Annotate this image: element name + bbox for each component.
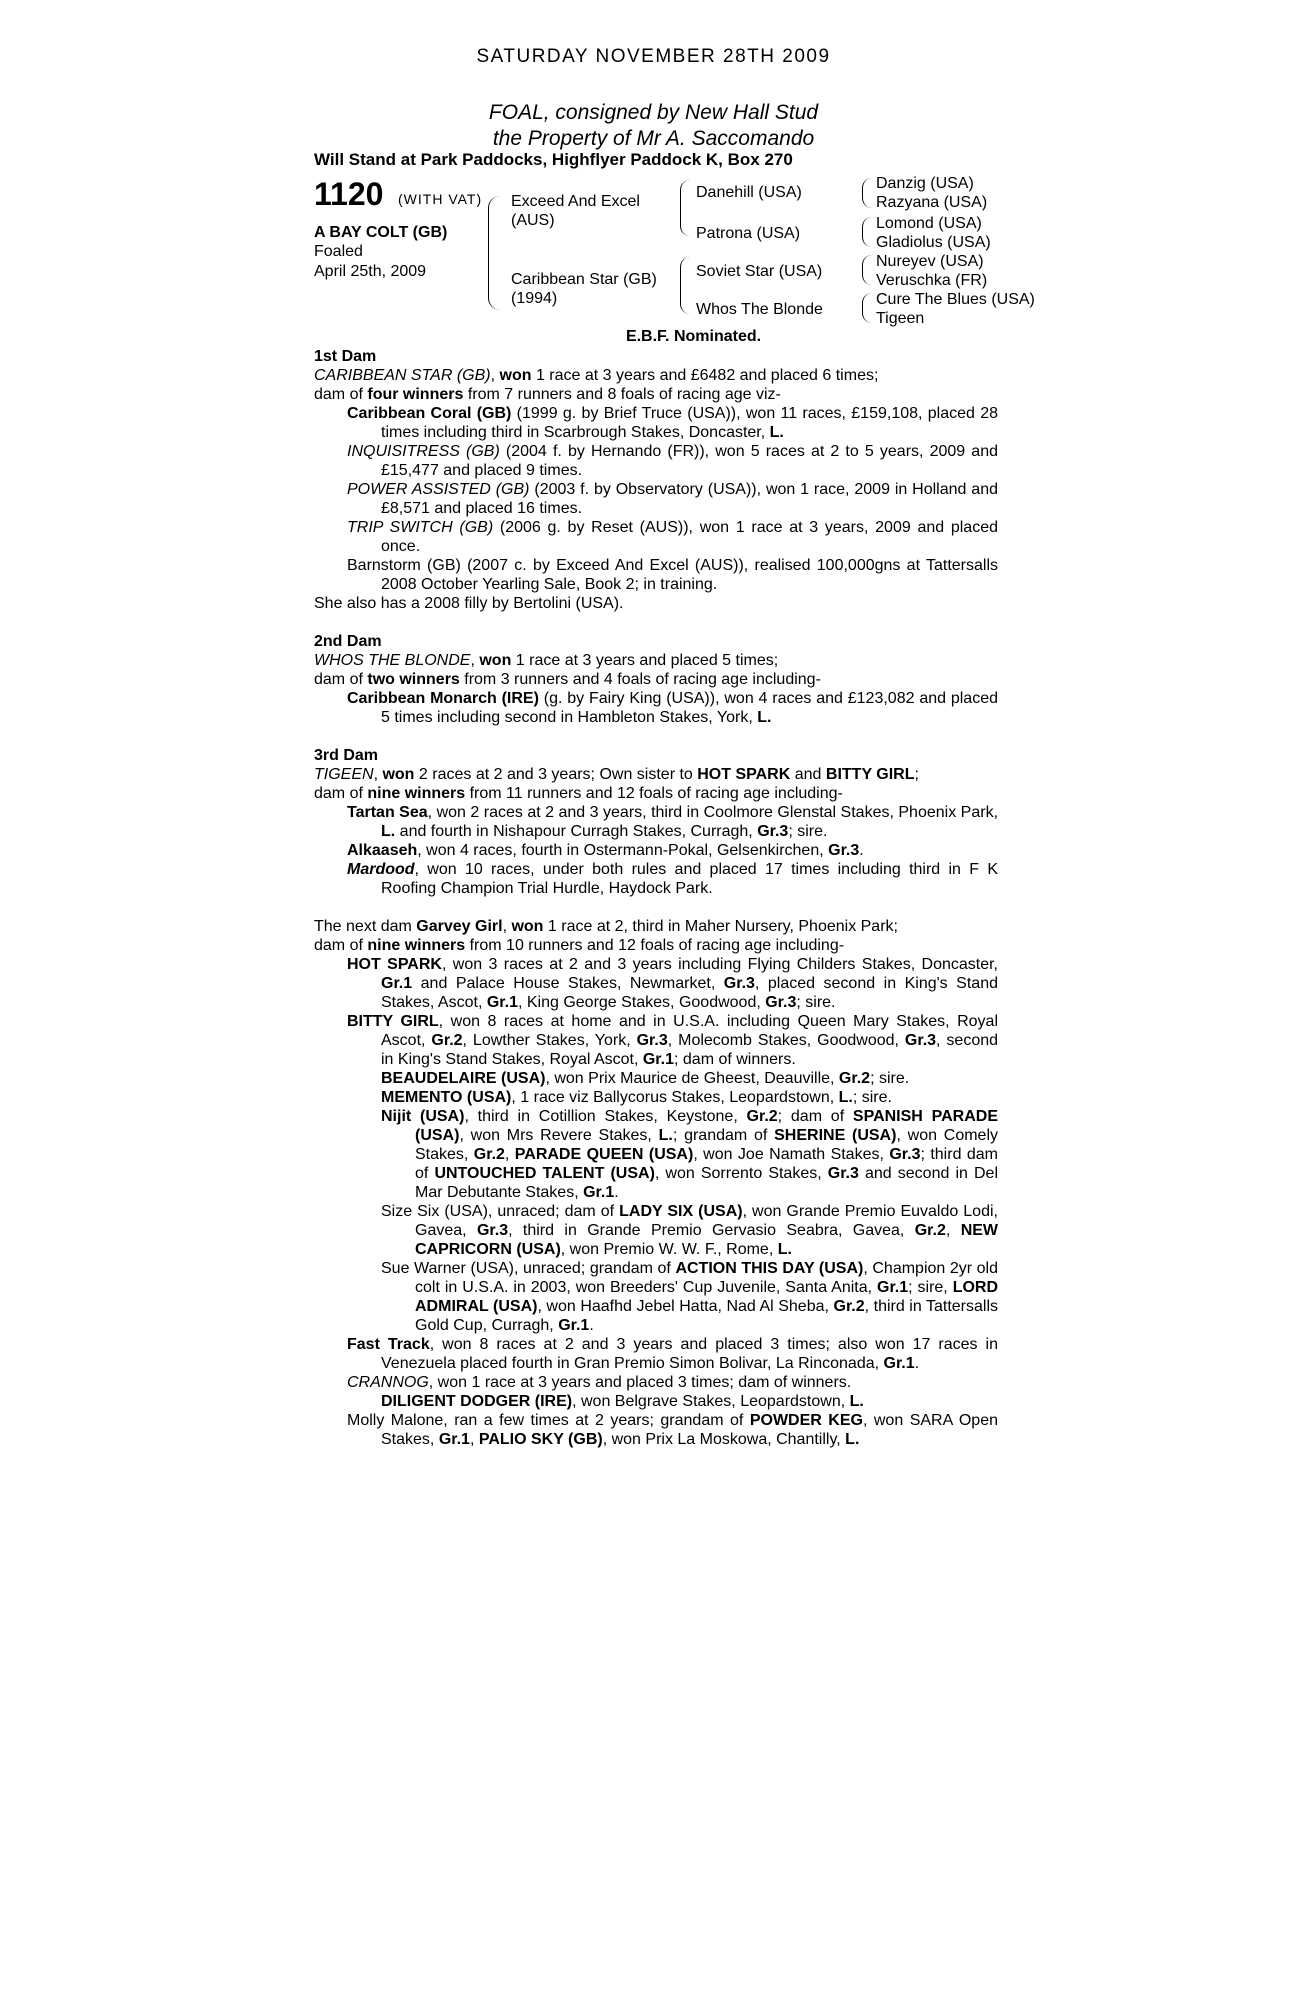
dam-produce-summary: dam of nine winners from 11 runners and 12 foals of racing age including-: [314, 785, 843, 802]
stand-location: Will Stand at Park Paddocks, Highflyer Paddock K, Box 270: [314, 150, 793, 169]
pedigree-bracket-sd: [862, 217, 873, 247]
produce-entry: Molly Malone, ran a few times at 2 years; grandam of POWDER KEG, won SARA Open Stakes, Gr.1, PALIO SKY (GB), won Prix La Moskowa, Chantilly, L.: [347, 1412, 998, 1448]
pedigree-sd: Patrona (USA): [696, 225, 801, 242]
ebf-note: E.B.F. Nominated.: [625, 328, 762, 345]
produce-entry: POWER ASSISTED (GB) (2003 f. by Observatory (USA)), won 1 race, 2009 in Holland and £8,571 and placed 16 times.: [347, 481, 999, 517]
dam-produce-summary: dam of two winners from 3 runners and 4 foals of racing age including-: [314, 671, 821, 688]
consignor-block: [0, 100, 1307, 152]
section-2nd-dam: 2nd Dam: [314, 633, 382, 650]
pedigree-ssd: Razyana (USA): [876, 194, 988, 211]
section-3rd-dam: 3rd Dam: [314, 747, 379, 764]
produce-entry: DILIGENT DODGER (IRE), won Belgrave Stakes, Leopardstown, L.: [381, 1393, 864, 1410]
produce-entry: MEMENTO (USA), 1 race viz Ballycorus Stakes, Leopardstown, L.; sire.: [381, 1089, 892, 1106]
section-1st-dam: 1st Dam: [314, 348, 377, 365]
produce-entry: Fast Track, won 8 races at 2 and 3 years and placed 3 times; also won 17 races in Venezuela placed fourth in Gran Premio Simon Bolivar, La Rinconada, Gr.1.: [347, 1336, 999, 1372]
sire-country: (AUS): [511, 212, 555, 229]
lot-number: 1120: [314, 176, 384, 212]
produce-note: She also has a 2008 filly by Bertolini (USA).: [314, 595, 624, 612]
produce-entry: Tartan Sea, won 2 races at 2 and 3 years, third in Coolmore Glenstal Stakes, Phoenix Park, L. and fourth in Nishapour Curragh Stakes, Curragh, Gr.3; sire.: [347, 804, 999, 840]
dam-produce-summary: dam of four winners from 7 runners and 8 foals of racing age viz-: [314, 386, 781, 403]
produce-entry: BITTY GIRL, won 8 races at home and in U.S.A. including Queen Mary Stakes, Royal Ascot, Gr.2, Lowther Stakes, York, Gr.3, Molecomb Stakes, Goodwood, Gr.3, second in King's Stand Stakes, Royal Ascot, Gr.1; dam of winners.: [347, 1013, 999, 1068]
next-dam-summary: The next dam Garvey Girl, won 1 race at 2, third in Maher Nursery, Phoenix Park;: [314, 918, 898, 935]
dam-summary: CARIBBEAN STAR (GB), won 1 race at 3 years and £6482 and placed 6 times;: [314, 367, 879, 384]
pedigree-sdd: Gladiolus (USA): [876, 234, 991, 251]
pedigree-bracket-sire: [680, 180, 691, 236]
produce-entry: HOT SPARK, won 3 races at 2 and 3 years including Flying Childers Stakes, Doncaster, Gr.1 and Palace House Stakes, Newmarket, Gr.3, placed second in King's Stand Stakes, Ascot, Gr.1, King George Stakes, Goodwood, Gr.3; sire.: [347, 956, 998, 1011]
pedigree-bracket-ds: [862, 255, 873, 285]
property-line: the Property of Mr A. Saccomando: [492, 127, 815, 150]
vat-note: (WITH VAT): [398, 191, 483, 207]
consignor-line: FOAL, consigned by New Hall Stud: [488, 101, 819, 124]
pedigree-dss: Nureyev (USA): [876, 253, 984, 270]
pedigree-ss: Danehill (USA): [696, 184, 802, 201]
produce-entry: Mardood, won 10 races, under both rules and placed 17 times including third in F K Roofing Champion Trial Hurdle, Haydock Park.: [347, 861, 998, 897]
produce-entry: CRANNOG, won 1 race at 3 years and placed 3 times; dam of winners.: [347, 1374, 852, 1391]
produce-entry: Size Six (USA), unraced; dam of LADY SIX (USA), won Grande Premio Euvaldo Lodi, Gavea, Gr.3, third in Grande Premio Gervasio Seabra, Gavea, Gr.2, NEW CAPRICORN (USA), won Premio W. W. F., Rome, L.: [381, 1203, 999, 1258]
produce-entry: Sue Warner (USA), unraced; grandam of ACTION THIS DAY (USA), Champion 2yr old colt in U.S.A. in 2003, won Breeders' Cup Juvenile, Santa Anita, Gr.1; sire, LORD ADMIRAL (USA), won Haafhd Jebel Hatta, Nad Al Sheba, Gr.2, third in Tattersalls Gold Cup, Curragh, Gr.1.: [381, 1260, 999, 1334]
pedigree-dsd: Veruschka (FR): [876, 272, 988, 289]
pedigree-dam: [511, 270, 657, 308]
produce-entry: BEAUDELAIRE (USA), won Prix Maurice de Gheest, Deauville, Gr.2; sire.: [381, 1070, 910, 1087]
produce-entry: Nijit (USA), third in Cotillion Stakes, Keystone, Gr.2; dam of SPANISH PARADE (USA), won Mrs Revere Stakes, L.; grandam of SHERINE (USA), won Comely Stakes, Gr.2, PARADE QUEEN (USA), won Joe Namath Stakes, Gr.3; third dam of UNTOUCHED TALENT (USA), won Sorrento Stakes, Gr.3 and second in Del Mar Debutante Stakes, Gr.1.: [381, 1108, 998, 1201]
produce-entry: Caribbean Coral (GB) (1999 g. by Brief Truce (USA)), won 11 races, £159,108, placed 28 times including third in Scarbrough Stakes, Doncaster, L.: [347, 405, 999, 441]
catalogue-body: [314, 347, 998, 1449]
pedigree-dds: Cure The Blues (USA): [876, 291, 1035, 308]
produce-entry: INQUISITRESS (GB) (2004 f. by Hernando (FR)), won 5 races at 2 to 5 years, 2009 and £15,477 and placed 9 times.: [347, 443, 999, 479]
foaled-label: Foaled: [314, 243, 363, 260]
pedigree-bracket-dd: [862, 293, 873, 323]
pedigree-bracket-dam: [680, 257, 691, 314]
sire-name: Exceed And Excel: [511, 193, 640, 210]
foaled-date: April 25th, 2009: [314, 263, 427, 280]
pedigree-bracket-ss: [862, 178, 873, 208]
foaled-info: [314, 242, 426, 282]
pedigree-ddd: Tigeen: [876, 310, 925, 327]
produce-entry: Barnstorm (GB) (2007 c. by Exceed And Excel (AUS)), realised 100,000gns at Tattersalls 2008 October Yearling Sale, Book 2; in training.: [347, 557, 998, 593]
produce-entry: TRIP SWITCH (GB) (2006 g. by Reset (AUS)), won 1 race at 3 years, 2009 and placed once.: [347, 519, 998, 555]
dam-name: Caribbean Star (GB): [511, 271, 657, 288]
pedigree-sds: Lomond (USA): [876, 215, 982, 232]
produce-entry: Caribbean Monarch (IRE) (g. by Fairy King (USA)), won 4 races and £123,082 and placed 5 times including second in Hambleton Stakes, York, L.: [347, 690, 998, 726]
pedigree-bracket-main: [488, 196, 503, 310]
lot-title: A BAY COLT (GB): [314, 224, 448, 241]
dam-summary: TIGEEN, won 2 races at 2 and 3 years; Own sister to HOT SPARK and BITTY GIRL;: [314, 766, 919, 783]
pedigree-dd: Whos The Blonde: [696, 301, 823, 318]
pedigree-sss: Danzig (USA): [876, 175, 974, 192]
next-dam-produce: dam of nine winners from 10 runners and 12 foals of racing age including-: [314, 937, 845, 954]
sale-date: SATURDAY NOVEMBER 28TH 2009: [476, 46, 831, 67]
dam-year: (1994): [511, 290, 558, 307]
pedigree-ds: Soviet Star (USA): [696, 263, 823, 280]
produce-entry: Alkaaseh, won 4 races, fourth in Ostermann-Pokal, Gelsenkirchen, Gr.3.: [347, 842, 864, 859]
pedigree-sire: [511, 192, 640, 230]
dam-summary: WHOS THE BLONDE, won 1 race at 3 years and placed 5 times;: [314, 652, 779, 669]
